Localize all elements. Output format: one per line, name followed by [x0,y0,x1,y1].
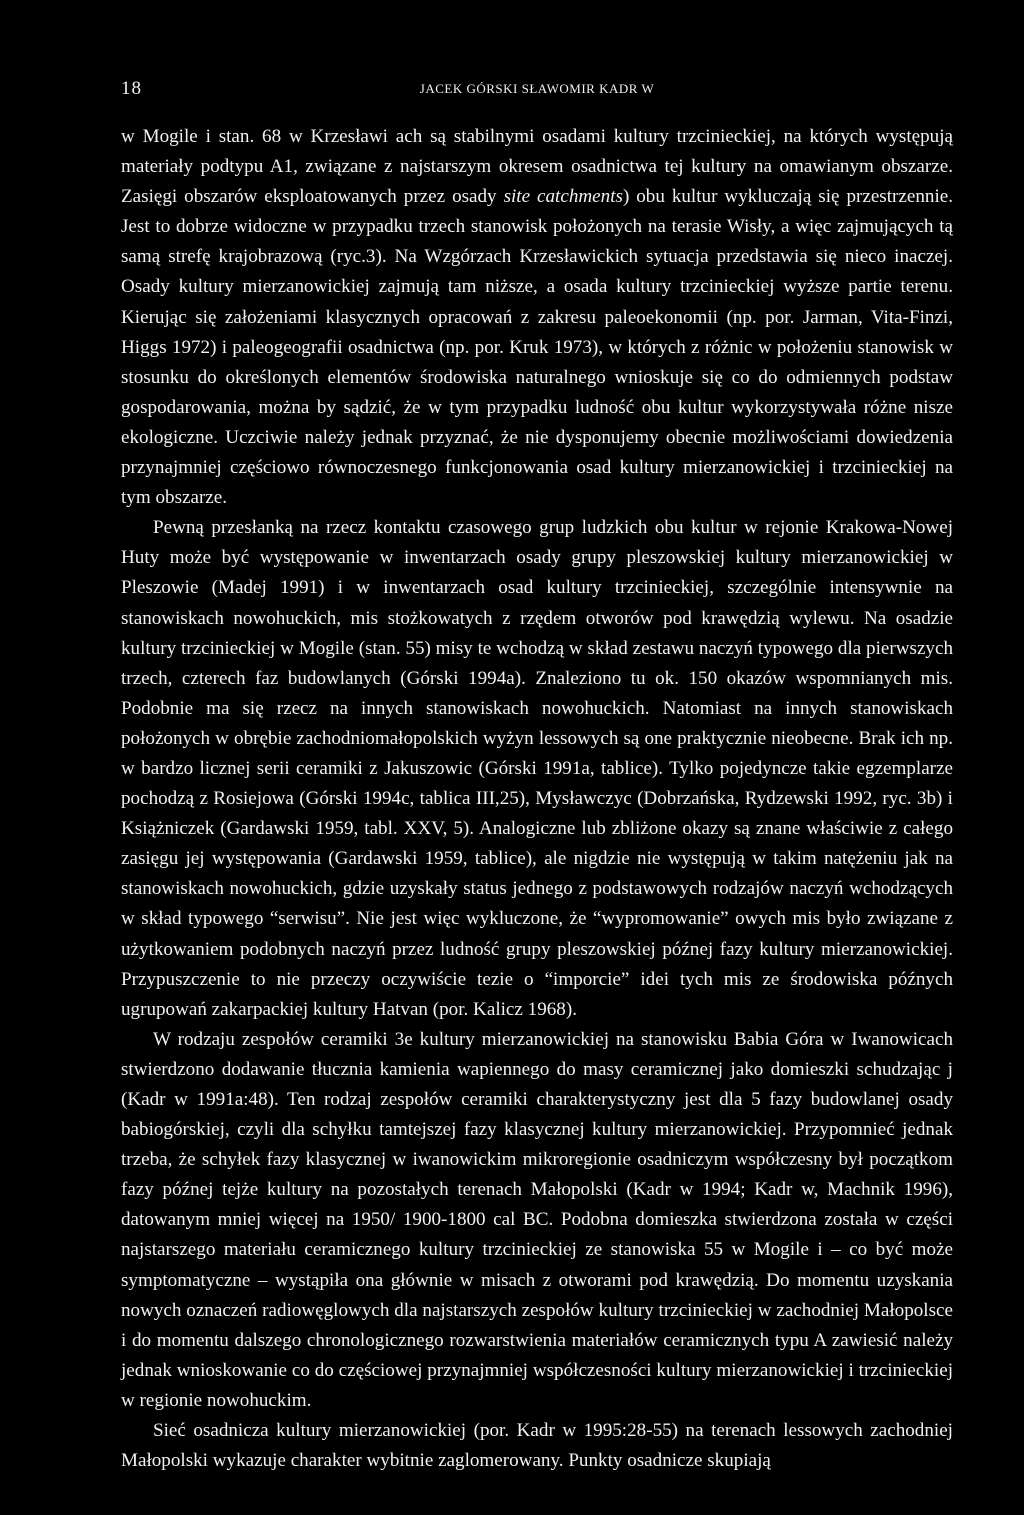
paragraph-1 [121,122,953,513]
page-number: 18 [121,78,142,99]
paragraph-4 [121,1416,953,1476]
paragraph-1-text-continued: ) obu kultur wykluczają się przestrzennie. Jest to dobrze widoczne w przypadku trzech stanowisk położonych na terasie Wisły, a więc zajmujących tą samą strefę krajobrazową (ryc.3). Na Wzgórzach Krzesławickich sytuacja przedstawia się nieco inaczej. Osady kultury mierzanowickiej zajmują tam niższe, a osada kultury trzcinieckiej wyższe partie terenu. Kierując się założeniami klasycznych opracowań z zakresu paleoekonomii (np. por. Jarman, Vita-Finzi, Higgs 1972) i paleogeografii osadnictwa (np. por. Kruk 1973), w których z różnic w położeniu stanowisk w stosunku do określonych elementów środowiska naturalnego wnioskuje się co do odmiennych podstaw gospodarowania, można by sądzić, że w tym przypadku ludność obu kultur wykorzystywała różne nisze ekologiczne. Uczciwie należy jednak przyznać, że nie dysponujemy obecnie możliwościami dowiedzenia przynajmniej częściowo równoczesnego funkcjonowania osad kultury mierzanowickiej i trzcinieckiej na tym obszarze. [121,186,954,509]
paragraph-3 [121,1025,953,1416]
body-text [121,122,953,1476]
paragraph-3-text: W rodzaju zespołów ceramiki 3e kultury mierzanowickiej na stanowisku Babia Góra w Iwanowicach stwierdzono dodawanie tłucznia kamienia wapiennego do masy ceramicznej jako domieszki schudzając j (Kadr w 1991a:48). Ten rodzaj zespołów ceramiki charakterystyczny jest dla 5 fazy budowlanej osady babiogórskiej, czyli dla schyłku tamtejszej fazy klasycznej kultury mierzanowickiej. Przypomnieć jednak trzeba, że schyłek fazy klasycznej w iwanowickim mikroregionie osadniczym współczesny był początkom fazy późnej tejże kultury na pozostałych terenach Małopolski (Kadr w 1994; Kadr w, Machnik 1996), datowanym mniej więcej na 1950/ 1900-1800 cal BC. Podobna domieszka stwierdzona została w części najstarszego materiału ceramicznego kultury trzcinieckiej ze stanowiska 55 w Mogile i – co być może symptomatyczne – wystąpiła ona głównie w misach z otworami pod krawędzią. Do momentu uzyskania nowych oznaczeń radiowęglowych dla najstarszych zespołów kultury trzcinieckiej w zachodniej Małopolsce i do momentu dalszego chronologicznego rozwarstwienia materiałów ceramicznych typu A zawiesić należy jednak wnioskowanie co do częściowej przynajmniej współczesności kultury mierzanowickiej i trzcinieckiej w regionie nowohuckim. [121,1028,953,1411]
paragraph-4-text: Sieć osadnicza kultury mierzanowickiej (por. Kadr w 1995:28-55) na terenach lessowych zachodniej Małopolski wykazuje charakter wybitnie zaglomerowany. Punkty osadnicze skupiają [121,1420,953,1472]
paragraph-1-text: w Mogile i stan. 68 w Krzesławi ach są stabilnymi osadami kultury trzcinieckiej, na których występują materiały podtypu A1, związane z najstarszym okresem osadnictwa tej kultury na omawianym obszarze. Zasięgi obszarów eksploatowanych przez osady [121,126,953,208]
page-header [121,78,953,102]
paragraph-2-text: Pewną przesłanką na rzecz kontaktu czasowego grup ludzkich obu kultur w rejonie Krakowa-Nowej Huty może być występowanie w inwentarzach osady grupy pleszowskiej kultury mierzanowickiej w Pleszowie (Madej 1991) i w inwentarzach osad kultury trzcinieckiej, szczególnie intensywnie na stanowiskach nowohuckich, mis stożkowatych z rzędem otworów pod krawędzią wylewu. Na osadzie kultury trzcinieckiej w Mogile (stan. 55) misy te wchodzą w skład zestawu naczyń typowego dla pierwszych trzech, czterech faz budowlanych (Górski 1994a). Znaleziono tu ok. 150 okazów wspomnianych mis. Podobnie ma się rzecz na innych stanowiskach nowohuckich. Natomiast na innych stanowiskach położonych w obrębie zachodniomałopolskich wyżyn lessowych są one praktycznie nieobecne. Brak ich np. w bardzo licznej serii ceramiki z Jakuszowic (Górski 1991a, tablice). Tylko pojedyncze takie egzemplarze pochodzą z Rosiejowa (Górski 1994c, tablica III,25), Mysławczyc (Dobrzańska, Rydzewski 1992, ryc. 3b) i Książniczek (Gardawski 1959, tabl. XXV, 5). Analogiczne lub zbliżone okazy są znane właściwie z całego zasięgu jej występowania (Gardawski 1959, tablice), ale nigdzie nie występują w takim natężeniu jak na stanowiskach nowohuckich, gdzie uzyskały status jednego z podstawowych rodzajów naczyń wchodzących w skład typowego “serwisu”. Nie jest więc wykluczone, że “wypromowanie” owych mis było związane z użytkowaniem podobnych naczyń przez ludność grupy pleszowskiej późnej fazy kultury mierzanowickiej. Przypuszczenie to nie przeczy oczywiście tezie o “imporcie” idei tych mis ze środowiska późnych ugrupowań zakarpackiej kultury Hatvan (por. Kalicz 1968). [121,517,953,1020]
running-head: JACEK GÓRSKI SŁAWOMIR KADR W [419,81,655,96]
paragraph-1-italic-term: site catchments [503,186,623,208]
paragraph-2 [121,513,953,1025]
